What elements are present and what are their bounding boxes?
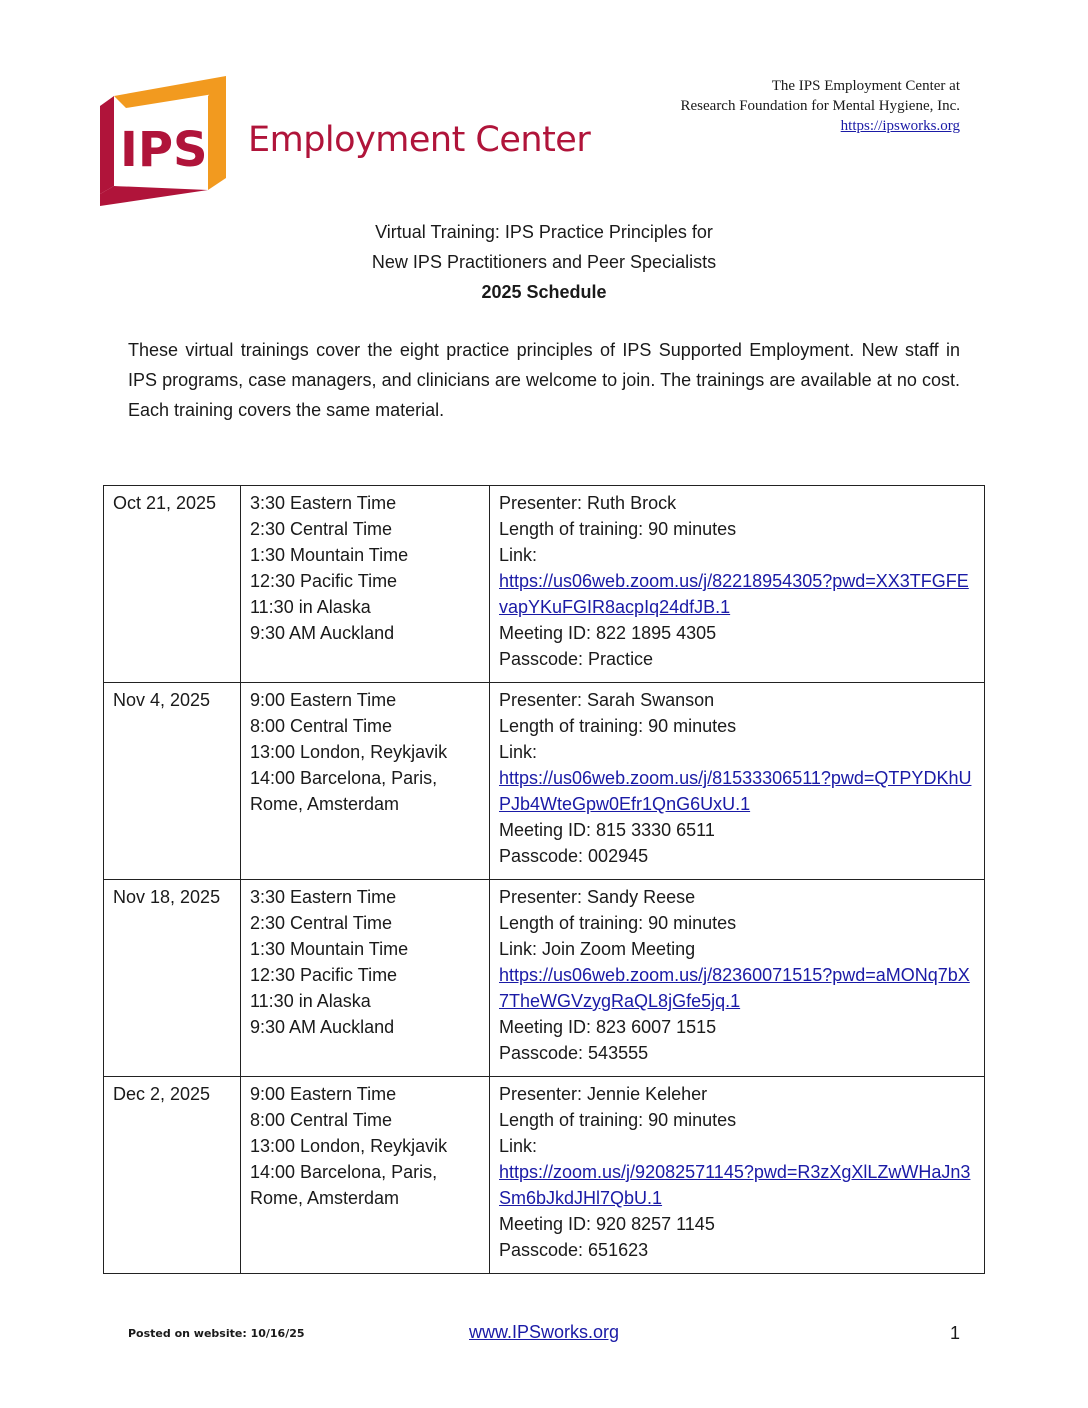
length-line: Length of training: 90 minutes [499, 913, 737, 933]
length-line: Length of training: 90 minutes [499, 519, 737, 539]
session-times [241, 880, 490, 1077]
footer-website-link[interactable]: www.IPSworks.org [469, 1322, 620, 1342]
session-details [490, 486, 985, 683]
session-date: Dec 2, 2025 [104, 1077, 241, 1274]
table-row [104, 1077, 985, 1274]
presenter-line: Presenter: Jennie Keleher [499, 1084, 708, 1104]
title-line-3: 2025 Schedule [481, 282, 607, 302]
presenter-line: Presenter: Ruth Brock [499, 493, 677, 513]
time-zone-line: 11:30 in Alaska [250, 597, 371, 617]
time-zone-line: 9:00 Eastern Time [250, 1084, 397, 1104]
time-zone-line: 11:30 in Alaska [250, 991, 371, 1011]
length-line: Length of training: 90 minutes [499, 716, 737, 736]
passcode-line: Passcode: 543555 [499, 1043, 649, 1063]
zoom-link[interactable]: https://us06web.zoom.us/j/82360071515?pwd=aMONq7bX7TheWGVzygRaQL8jGfe5jq.1 [499, 965, 970, 1011]
session-date: Nov 18, 2025 [104, 880, 241, 1077]
ips-logo-mark [92, 74, 232, 209]
time-zone-line: 1:30 Mountain Time [250, 545, 409, 565]
time-zone-line: 2:30 Central Time [250, 519, 393, 539]
presenter-line: Presenter: Sandy Reese [499, 887, 696, 907]
time-zone-line: 9:00 Eastern Time [250, 690, 397, 710]
time-zone-line: 14:00 Barcelona, Paris, Rome, Amsterdam [250, 1162, 438, 1208]
time-zone-line: 8:00 Central Time [250, 716, 393, 736]
meeting-id-line: Meeting ID: 823 6007 1515 [499, 1017, 717, 1037]
passcode-line: Passcode: 651623 [499, 1240, 649, 1260]
table-row [104, 683, 985, 880]
page-number: 1 [950, 1323, 961, 1343]
meeting-id-line: Meeting ID: 815 3330 6511 [499, 820, 715, 840]
time-zone-line: 9:30 AM Auckland [250, 623, 395, 643]
session-times [241, 486, 490, 683]
org-website-link[interactable]: https://ipsworks.org [840, 118, 960, 134]
time-zone-line: 9:30 AM Auckland [250, 1017, 395, 1037]
meeting-id-line: Meeting ID: 822 1895 4305 [499, 623, 717, 643]
session-details [490, 683, 985, 880]
link-label: Link: [499, 742, 538, 762]
time-zone-line: 1:30 Mountain Time [250, 939, 409, 959]
session-details [490, 1077, 985, 1274]
time-zone-line: 12:30 Pacific Time [250, 571, 398, 591]
link-label: Link: Join Zoom Meeting [499, 939, 696, 959]
intro-paragraph: These virtual trainings cover the eight practice principles of IPS Supported Employment. New staff in IPS programs, case managers, and clinicians are welcome to join. The trainings are available at no cost. Each training covers the same material. [128, 340, 960, 420]
title-line-2: New IPS Practitioners and Peer Specialists [371, 252, 717, 272]
time-zone-line: 13:00 London, Reykjavik [250, 742, 448, 762]
logo-wordmark: Employment Center [248, 120, 591, 160]
document-title [0, 217, 1088, 307]
org-line-2: Research Foundation for Mental Hygiene, Inc. [680, 98, 960, 114]
schedule-table [103, 485, 985, 1274]
posted-date: Posted on website: 10/16/25 [128, 1327, 305, 1340]
meeting-id-line: Meeting ID: 920 8257 1145 [499, 1214, 715, 1234]
link-label: Link: [499, 1136, 538, 1156]
link-label: Link: [499, 545, 538, 565]
session-details [490, 880, 985, 1077]
passcode-line: Passcode: Practice [499, 649, 654, 669]
time-zone-line: 14:00 Barcelona, Paris, Rome, Amsterdam [250, 768, 438, 814]
time-zone-line: 2:30 Central Time [250, 913, 393, 933]
table-row [104, 486, 985, 683]
length-line: Length of training: 90 minutes [499, 1110, 737, 1130]
org-line-1: The IPS Employment Center at [771, 78, 960, 94]
title-line-1: Virtual Training: IPS Practice Principles for [375, 222, 713, 242]
session-times [241, 1077, 490, 1274]
time-zone-line: 13:00 London, Reykjavik [250, 1136, 448, 1156]
table-row [104, 880, 985, 1077]
presenter-line: Presenter: Sarah Swanson [499, 690, 715, 710]
schedule-table-body [104, 486, 985, 1274]
time-zone-line: 12:30 Pacific Time [250, 965, 398, 985]
passcode-line: Passcode: 002945 [499, 846, 649, 866]
time-zone-line: 3:30 Eastern Time [250, 887, 397, 907]
time-zone-line: 8:00 Central Time [250, 1110, 393, 1130]
zoom-link[interactable]: https://us06web.zoom.us/j/81533306511?pwd=QTPYDKhUPJb4WteGpw0Efr1QnG6UxU.1 [499, 768, 972, 814]
time-zone-line: 3:30 Eastern Time [250, 493, 397, 513]
session-date: Nov 4, 2025 [104, 683, 241, 880]
zoom-link[interactable]: https://us06web.zoom.us/j/82218954305?pwd=XX3TFGFEvapYKuFGIR8acpIq24dfJB.1 [499, 571, 969, 617]
session-date: Oct 21, 2025 [104, 486, 241, 683]
session-times [241, 683, 490, 880]
zoom-link[interactable]: https://zoom.us/j/92082571145?pwd=R3zXgXlLZwWHaJn3Sm6bJkdJHl7QbU.1 [499, 1162, 971, 1208]
org-address-block [681, 76, 961, 136]
ips-logo [92, 74, 591, 209]
logo-ips-letters: IPS [120, 122, 208, 178]
